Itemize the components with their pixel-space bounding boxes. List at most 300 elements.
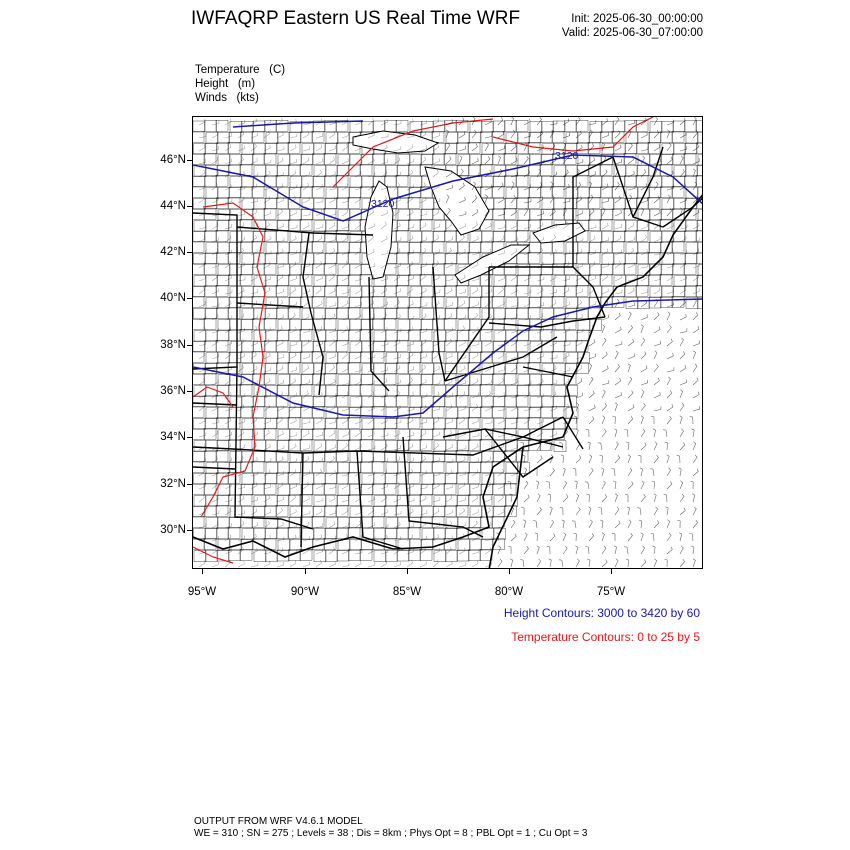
wind-barb: [680, 494, 684, 502]
wind-barb: [639, 520, 642, 528]
wind-barb: [667, 416, 671, 424]
county-cell: [218, 187, 230, 198]
wind-barb: [277, 289, 284, 294]
lat-label-46: 46°N: [160, 154, 186, 166]
wind-barb: [290, 170, 296, 177]
county-cell: [564, 318, 576, 329]
wind-barb: [199, 287, 205, 294]
wind-barb: [485, 456, 491, 463]
wind-barb: [563, 481, 567, 489]
county-cell: [266, 188, 278, 199]
county-cell: [337, 385, 349, 396]
county-cell: [266, 408, 278, 419]
wind-barb: [550, 355, 557, 359]
wind-barb: [459, 482, 465, 489]
wind-barb: [407, 159, 414, 164]
wind-barb: [277, 326, 282, 333]
wind-barb: [574, 533, 577, 541]
county-cell: [242, 506, 254, 517]
county-cell: [254, 166, 266, 177]
county-cell: [482, 341, 494, 352]
county-cell: [348, 307, 360, 318]
wind-barb: [446, 484, 453, 489]
county-cell: [457, 143, 469, 154]
wind-barb: [459, 497, 466, 502]
county-cell: [588, 142, 600, 153]
wind-barb: [611, 469, 615, 477]
county-cell: [408, 197, 420, 208]
county-cell: [193, 241, 204, 252]
county-cell: [409, 440, 421, 451]
wind-barb: [472, 342, 479, 346]
wind-barb: [589, 455, 592, 463]
county-cell: [349, 352, 361, 363]
wind-barb: [667, 185, 674, 190]
county-cell: [696, 120, 703, 131]
county-cell: [349, 297, 361, 308]
wind-barb: [511, 445, 518, 450]
county-cell: [240, 329, 252, 340]
county-cell: [481, 154, 493, 165]
wind-barb: [576, 300, 582, 307]
county-cell: [312, 186, 324, 197]
wind-barb: [485, 274, 491, 281]
wind-barb: [459, 391, 465, 398]
county-cell: [314, 528, 326, 539]
wind-barb: [212, 157, 218, 164]
county-cell: [314, 253, 326, 264]
county-cell: [481, 462, 493, 473]
wind-barb: [537, 339, 543, 346]
county-cell: [492, 516, 504, 527]
county-cell: [254, 496, 266, 507]
lon-tick: [202, 569, 203, 574]
wind-barb: [316, 235, 322, 242]
wind-barb: [303, 562, 310, 567]
wind-barb: [498, 327, 504, 333]
county-cell: [589, 242, 601, 253]
county-cell: [313, 396, 325, 407]
wind-barb: [264, 521, 270, 528]
wind-barb: [523, 520, 526, 528]
wind-barb: [693, 288, 699, 294]
wind-barb: [420, 561, 426, 567]
wind-barb: [225, 290, 232, 294]
wind-barb: [368, 548, 374, 554]
county-cell: [517, 220, 529, 231]
wind-barb: [598, 508, 602, 516]
county-cell: [206, 518, 218, 529]
wind-barb: [472, 404, 478, 411]
county-cell: [302, 176, 314, 187]
county-cell: [278, 155, 290, 166]
county-cell: [602, 121, 614, 132]
county-cell: [338, 132, 350, 143]
county-cell: [349, 440, 361, 451]
wind-barb: [433, 508, 439, 515]
wind-barb: [472, 327, 478, 333]
wind-barb: [342, 406, 349, 411]
wind-barb: [459, 471, 466, 476]
wind-barb: [381, 287, 387, 294]
wind-barb: [602, 546, 606, 554]
county-cell: [433, 429, 445, 440]
county-cell: [229, 275, 241, 286]
wind-barb: [574, 416, 577, 424]
lat-label-40: 40°N: [160, 292, 186, 304]
county-cell: [374, 496, 386, 507]
wind-barb: [522, 455, 525, 463]
wind-barb: [498, 546, 501, 554]
wind-barb: [533, 521, 537, 528]
wind-barb: [251, 118, 257, 125]
wind-barb: [626, 442, 629, 450]
wind-barb: [277, 314, 283, 320]
county-cell: [230, 177, 242, 188]
wind-barb: [290, 367, 297, 372]
county-cell: [494, 418, 506, 429]
county-cell: [349, 385, 361, 396]
county-cell: [578, 242, 590, 253]
county-cell: [253, 451, 265, 462]
wind-barb: [225, 133, 232, 138]
county-cell: [350, 452, 362, 463]
county-cell: [422, 286, 434, 297]
wind-barb: [692, 429, 695, 437]
county-cell: [374, 386, 386, 397]
county-cell: [456, 505, 468, 516]
county-cell: [397, 253, 409, 264]
county-cell: [566, 243, 578, 254]
wind-barb: [381, 549, 388, 554]
county-cell: [422, 529, 434, 540]
wind-barb: [342, 209, 348, 216]
wind-barb: [303, 482, 309, 489]
wind-barb: [563, 533, 566, 541]
wind-barb: [677, 520, 680, 528]
wind-barb: [641, 416, 644, 424]
wind-barb: [472, 353, 478, 359]
county-cell: [277, 198, 289, 209]
county-cell: [576, 285, 588, 296]
wind-barb: [199, 250, 206, 255]
wind-barb: [498, 378, 504, 385]
county-cell: [349, 462, 361, 473]
wind-barb: [446, 495, 452, 502]
county-cell: [337, 165, 349, 176]
wind-barb: [420, 288, 426, 294]
wind-barb: [628, 353, 634, 359]
wind-barb: [693, 274, 699, 281]
wind-barb: [277, 223, 283, 229]
county-cell: [350, 177, 362, 188]
county-cell: [529, 187, 541, 198]
county-cell: [492, 186, 504, 197]
county-cell: [216, 230, 228, 241]
wind-barb: [654, 313, 659, 321]
county-cell: [650, 287, 662, 298]
lon-label-95: 95°W: [187, 586, 217, 598]
wind-barb: [550, 468, 555, 476]
wind-barb: [628, 455, 631, 463]
county-cell: [516, 285, 528, 296]
wind-barb: [264, 211, 271, 216]
wind-barb: [459, 508, 465, 515]
county-cell: [264, 428, 276, 439]
county-cell: [552, 351, 564, 362]
wind-barb: [290, 313, 295, 320]
wind-barb: [511, 354, 518, 359]
wind-barb: [394, 431, 400, 437]
wind-barb: [459, 118, 464, 126]
wind-barb: [485, 133, 492, 138]
county-cell: [530, 264, 542, 275]
wind-barb: [693, 341, 700, 347]
county-cell: [492, 296, 504, 307]
lat-tick: [187, 437, 192, 438]
wind-barb: [199, 418, 205, 424]
county-cell: [565, 198, 577, 209]
county-cell: [445, 528, 457, 539]
wind-barb: [251, 508, 257, 515]
wind-barb: [446, 222, 452, 229]
county-cell: [662, 176, 674, 187]
wind-barb: [498, 352, 504, 359]
county-cell: [698, 132, 704, 143]
wind-barb: [602, 132, 609, 138]
wind-barb: [537, 288, 543, 294]
county-cell: [661, 132, 673, 143]
wind-barb: [585, 482, 589, 489]
wind-barb: [575, 546, 578, 554]
wind-barb: [524, 143, 527, 151]
lat-tick: [187, 298, 192, 299]
county-cell: [350, 342, 362, 353]
wind-barb: [264, 430, 269, 437]
wind-barb: [615, 210, 621, 216]
county-cell: [468, 307, 480, 318]
county-cell: [194, 441, 206, 452]
county-cell: [469, 462, 481, 473]
wind-barb: [511, 520, 515, 528]
county-cell: [421, 462, 433, 473]
county-cell: [457, 418, 469, 429]
wind-barb: [693, 559, 695, 567]
county-cell: [314, 276, 326, 287]
county-cell: [601, 242, 613, 253]
wind-barb: [692, 494, 695, 502]
county-cell: [458, 485, 470, 496]
county-cell: [566, 353, 578, 364]
wind-barb: [626, 559, 629, 567]
county-cell: [229, 242, 241, 253]
wind-barb: [329, 456, 335, 463]
county-cell: [228, 307, 240, 318]
county-cell: [278, 352, 290, 363]
county-cell: [254, 551, 266, 562]
wind-barb: [511, 195, 516, 203]
wind-barb: [485, 289, 492, 295]
county-cell: [588, 307, 600, 318]
county-cell: [409, 297, 421, 308]
wind-barb: [355, 171, 361, 177]
county-cell: [410, 154, 422, 165]
wind-barb: [485, 420, 492, 424]
county-cell: [193, 319, 205, 330]
wind-barb: [303, 471, 310, 477]
county-cell: [289, 462, 301, 473]
wind-barb: [316, 224, 323, 229]
wind-barb: [420, 496, 426, 502]
wind-barb: [641, 533, 644, 541]
wind-barb: [615, 235, 621, 242]
wind-barb: [329, 430, 335, 437]
lat-tick: [187, 160, 192, 161]
county-cell: [205, 341, 217, 352]
wind-barb: [199, 301, 205, 307]
county-cell: [685, 176, 697, 187]
wind-barb: [560, 507, 563, 515]
county-cell: [385, 308, 397, 319]
county-cell: [301, 154, 313, 165]
county-cell: [360, 439, 372, 450]
wind-barb: [472, 313, 478, 320]
county-cell: [420, 329, 432, 340]
wind-barb: [225, 275, 231, 281]
wind-barb: [641, 314, 647, 320]
wind-barb: [433, 381, 440, 385]
wind-barb: [536, 481, 539, 489]
county-cell: [518, 297, 530, 308]
lon-tick: [305, 569, 306, 574]
wind-barb: [498, 131, 504, 138]
wind-barb: [264, 160, 271, 164]
county-cell: [361, 484, 373, 495]
county-cell: [218, 517, 230, 528]
wind-barb: [329, 274, 334, 281]
county-cell: [421, 429, 433, 440]
county-cell: [614, 221, 626, 232]
county-cell: [205, 253, 217, 264]
lat-label-34: 34°N: [160, 431, 186, 443]
county-cell: [698, 265, 703, 276]
wind-barb: [546, 482, 550, 489]
wind-barb: [303, 223, 309, 229]
wind-barb: [238, 496, 244, 502]
wind-barb: [563, 198, 570, 203]
wind-barb: [498, 509, 504, 515]
wind-barb: [550, 172, 557, 177]
wind-barb: [381, 444, 387, 450]
county-cell: [516, 175, 528, 186]
wind-barb: [472, 521, 477, 528]
wind-barb: [381, 367, 388, 372]
county-cell: [336, 505, 348, 516]
county-cell: [373, 319, 385, 330]
county-cell: [326, 298, 338, 309]
county-cell: [565, 286, 577, 297]
county-cell: [480, 329, 492, 340]
county-cell: [446, 550, 458, 561]
wind-barb: [524, 208, 528, 216]
wind-barb: [290, 250, 297, 255]
wind-barb: [472, 250, 479, 255]
wind-barb: [693, 182, 697, 190]
county-cell: [253, 341, 265, 352]
county-cell: [410, 429, 422, 440]
county-cell: [290, 319, 302, 330]
wind-barb: [329, 510, 336, 515]
county-cell: [338, 430, 350, 441]
county-cell: [374, 551, 386, 562]
wind-barb: [615, 131, 620, 138]
wind-barb: [615, 196, 621, 203]
county-cell: [446, 518, 458, 529]
county-cell: [505, 198, 517, 209]
wind-barb: [563, 342, 570, 346]
model-info: OUTPUT FROM WRF V4.6.1 MODEL: [194, 816, 363, 827]
wind-barb: [614, 546, 617, 554]
wind-barb: [368, 417, 374, 424]
county-cell: [336, 230, 348, 241]
wind-barb: [615, 392, 621, 398]
wind-barb: [602, 184, 608, 190]
temperature-contours-legend: Temperature Contours: 0 to 25 by 5: [511, 630, 700, 644]
wind-barb: [628, 237, 635, 242]
wind-barb: [238, 277, 245, 281]
county-cell: [433, 154, 445, 165]
wind-barb: [303, 536, 310, 541]
county-cell: [397, 308, 409, 319]
wind-barb: [225, 159, 232, 165]
wind-barb: [303, 340, 309, 347]
wind-barb: [394, 522, 400, 528]
wind-barb: [628, 533, 632, 541]
county-cell: [648, 142, 660, 153]
county-cell: [458, 242, 470, 253]
county-cell: [482, 176, 494, 187]
county-cell: [326, 133, 338, 144]
wind-barb: [680, 481, 683, 489]
county-cell: [638, 242, 650, 253]
county-cell: [300, 219, 312, 230]
county-cell: [409, 242, 421, 253]
county-cell: [254, 143, 266, 154]
wind-barb: [342, 432, 349, 438]
county-cell: [205, 451, 217, 462]
wind-barb: [680, 328, 687, 333]
county-cell: [265, 143, 277, 154]
county-cell: [530, 397, 542, 408]
wind-barb: [625, 494, 628, 502]
county-cell: [518, 132, 530, 143]
wind-barb: [628, 416, 633, 424]
wind-barb: [459, 446, 466, 450]
wind-barb: [290, 353, 296, 360]
wind-barb: [550, 300, 556, 307]
wind-barb: [446, 419, 453, 424]
wind-barb: [355, 288, 361, 295]
wind-barb: [521, 507, 524, 515]
wind-barb: [433, 133, 440, 138]
county-cell: [384, 428, 396, 439]
wind-barb: [641, 132, 647, 138]
wind-barb: [433, 560, 438, 567]
wind-barb: [524, 119, 530, 125]
wind-barb: [562, 520, 565, 528]
wind-barb: [355, 484, 362, 489]
wind-barb: [667, 353, 673, 359]
